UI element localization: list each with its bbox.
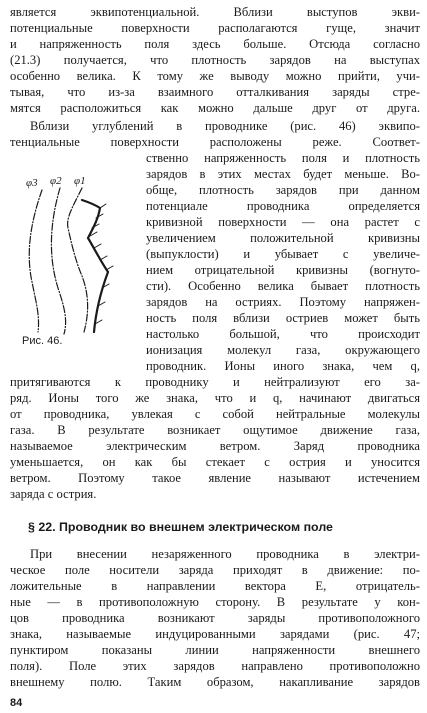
text-line: ветром. Поэтому такое явление называют истечением — [10, 471, 420, 485]
text-line: знака, называемые индуцированными зарядами (рис. 47; — [10, 627, 420, 641]
text-line: увеличением положительной кривизны — [146, 231, 420, 245]
conductor-surface — [82, 200, 108, 332]
text-line: газа. В результате возникает ощутимое движение газа, — [10, 423, 420, 437]
conductor-hatching — [90, 204, 113, 324]
text-line: ложительные в направлении вектора E, отрицатель- — [10, 579, 420, 593]
text-line: особенно велика. К тому же выводу можно прийти, учи- — [10, 69, 420, 83]
text-line: ческое поле носители заряда приходят в движение: по- — [10, 563, 420, 577]
phi2-label: φ2 — [50, 175, 62, 187]
equipotential-line-phi3 — [29, 190, 42, 332]
text-line: от проводника, увлекая с собой нейтральные молекулы — [10, 407, 420, 421]
figure-46-diagram — [8, 164, 138, 340]
text-line: пунктиром показаны линии напряженности внешнего — [10, 643, 420, 657]
phi3-label: φ3 — [26, 177, 38, 189]
text-line: внешнему полю. Таким образом, накапливание зарядов — [10, 675, 420, 689]
text-line: уменьшается, он как бы стекает с острия и уносится — [10, 455, 420, 469]
text-line: потенциальные поверхности располагаются гуще, значит — [10, 21, 420, 35]
phi1-label: φ1 — [74, 175, 86, 187]
text-line: (выпуклости) и убывает с увеличе- — [146, 247, 420, 261]
text-line: зарядов на остриях. Поэтому напряжен- — [146, 295, 420, 309]
text-line: называемое электрическим ветром. Заряд проводника — [10, 439, 420, 453]
text-line: сти). Особенно велика бывает плотность — [146, 279, 420, 293]
equipotential-line-phi2 — [51, 188, 65, 334]
text-line: ряд. Ионы того же знака, что и q, начинают двигаться — [10, 391, 420, 405]
text-line: является эквипотенциальной. Вблизи выступов экви- — [10, 5, 420, 19]
text-line: и напряженность поля здесь больше. Отсюда согласно — [10, 37, 420, 51]
text-line: тывая, что из-за взаимного отталкивания заряды стре- — [10, 85, 420, 99]
text-line: настолько большой, что происходит — [146, 327, 420, 341]
text-line: мятся расположиться как можно дальше друг от друга. — [10, 101, 420, 115]
figure-caption: Рис. 46. — [22, 335, 63, 347]
page-number: 84 — [10, 697, 23, 709]
text-line: поля). Поле этих зарядов направлено противоположно — [10, 659, 420, 673]
text-line: нием отрицательной кривизны (вогнуто- — [146, 263, 420, 277]
text-line: ность поля вблизи остриев может быть — [146, 311, 420, 325]
text-line: (21.3) получается, что плотность зарядов на выступах — [10, 53, 420, 67]
text-line: потенциале проводника определяется — [146, 199, 420, 213]
text-line: цов проводника возникают заряды противоположного — [10, 611, 420, 625]
text-line: ственно напряженность поля и плотность — [146, 151, 420, 165]
text-line: кривизной поверхности — она растет с — [146, 215, 420, 229]
text-line: ионизация молекул газа, окружающего — [146, 343, 420, 357]
text-line: заряда с острия. — [10, 487, 97, 501]
text-line: притягиваются к проводнику и нейтрализуют его за- — [10, 375, 420, 389]
text-line: При внесении незаряженного проводника в электри- — [30, 547, 420, 561]
text-line: зарядов в этих местах будет меньше. Во- — [146, 167, 420, 181]
text-line: Вблизи углублений в проводнике (рис. 46) эквипо- — [30, 119, 420, 133]
text-line: обще, плотность зарядов при данном — [146, 183, 420, 197]
equipotential-line-phi1 — [68, 188, 88, 332]
text-line: тенциальные поверхности расположены реже. Соответ- — [10, 135, 420, 149]
text-line: проводник. Ионы иного знака, чем q, — [146, 359, 420, 373]
section-heading: § 22. Проводник во внешнем электрическом поле — [28, 520, 333, 534]
text-line: ные — в противоположную сторону. В результате у кон- — [10, 595, 420, 609]
